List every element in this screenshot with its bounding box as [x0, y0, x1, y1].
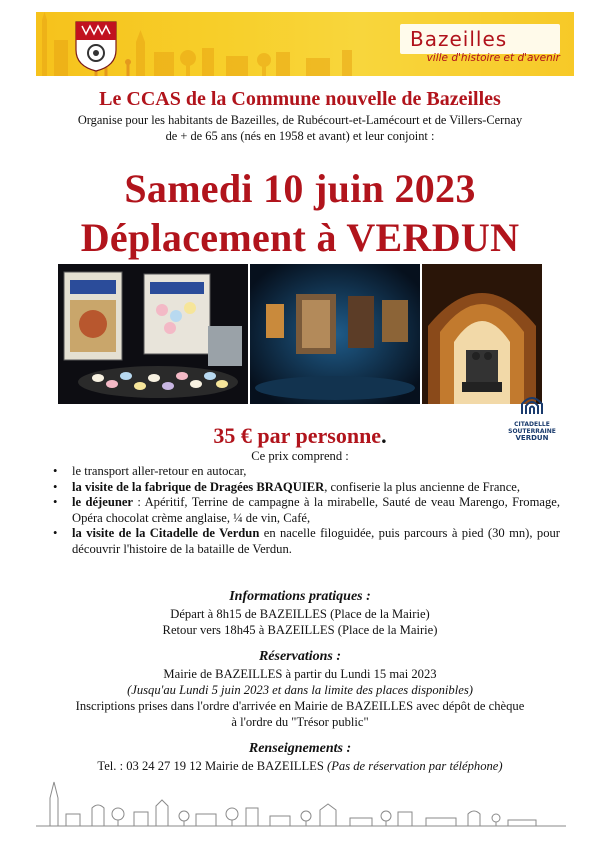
event-date: Samedi 10 juin 2023: [124, 166, 476, 211]
phone-text: Tel. : 03 24 27 19 12 Mairie de BAZEILLES: [97, 759, 324, 773]
citadel-logo-line-1: CITADELLE: [514, 421, 550, 428]
list-item: [50, 480, 560, 496]
practical-info-title: Informations pratiques :: [229, 589, 371, 604]
phone-note: (Pas de réservation par téléphone): [323, 759, 503, 773]
list-item: [50, 526, 560, 557]
organizer-subtitle-line-1: Organise pour les habitants de Bazeilles, de Rubécourt-et-Lamécourt et de Villers-Cernay: [77, 113, 523, 127]
event-title: Déplacement à VERDUN: [80, 215, 520, 260]
included-item-2-rest: , confiserie la plus ancienne de France,: [324, 479, 521, 494]
citadel-logo-line-2: SOUTERRAINE: [508, 428, 556, 435]
bullet-icon: •: [53, 526, 58, 541]
brand-tagline: ville d'histoire et d'avenir: [426, 52, 560, 64]
included-title: Ce prix comprend :: [251, 449, 349, 463]
organizer-subtitle: [40, 112, 560, 144]
underground-tunnel-image: [422, 264, 542, 404]
museum-exhibit-image: [250, 264, 420, 404]
list-item: [50, 464, 560, 480]
reservation-line-4: à l'ordre du "Trésor public": [231, 715, 369, 729]
price-period: .: [381, 423, 387, 448]
reservations-title: Réservations :: [258, 649, 342, 664]
candy-tins-image: [58, 264, 248, 404]
organizer-title: Le CCAS de la Commune nouvelle de Bazeilles: [99, 88, 501, 110]
bullet-icon: •: [53, 495, 58, 510]
list-item: [50, 495, 560, 526]
photo-strip: [58, 264, 542, 404]
departure-line: Départ à 8h15 de BAZEILLES (Place de la Mairie): [170, 607, 430, 621]
skyline-footer-icon: [36, 778, 566, 834]
included-item-1: le transport aller-retour en autocar,: [72, 464, 247, 478]
reservation-line-2: (Jusqu'au Lundi 5 juin 2023 et dans la limite des places disponibles): [127, 683, 473, 697]
bullet-icon: •: [53, 479, 58, 494]
phone-line: [0, 759, 600, 774]
included-list: [50, 464, 560, 558]
citadel-logo-line-3: VERDUN: [515, 434, 549, 442]
included-item-4-rest: en nacelle filoguidée, puis parcours à pied (30 mn), pour découvrir l'histoire de la bataille de Verdun.: [72, 526, 560, 556]
price-text: 35 € par personne: [213, 423, 382, 448]
arch-logo-icon: [520, 394, 544, 414]
bullet-icon: •: [53, 464, 58, 478]
organizer-subtitle-line-2: de + de 65 ans (nés en 1958 et avant) et leur conjoint :: [165, 129, 435, 143]
included-item-2-bold: la visite de la fabrique de Dragées BRAQUIER: [72, 479, 325, 494]
return-line: Retour vers 18h45 à BAZEILLES (Place de la Mairie): [162, 623, 438, 637]
citadel-gallery-photo: [250, 264, 420, 404]
brand-name: Bazeilles: [410, 27, 508, 51]
included-item-3-rest: : Apéritif, Terrine de campagne à la mirabelle, Sauté de veau Marengo, Fromage, Opéra chocolat crème anglaise, ¼ de vin, Café,: [72, 495, 561, 525]
reservation-line-1: Mairie de BAZEILLES à partir du Lundi 15 mai 2023: [163, 667, 437, 681]
price-line: [0, 423, 600, 449]
included-item-3-bold: le déjeuner: [72, 495, 134, 510]
included-item-4-bold: la visite de la Citadelle de Verdun: [72, 526, 260, 541]
reservation-line-3: Inscriptions prises dans l'ordre d'arrivée en Mairie de BAZEILLES avec dépôt de chèque: [75, 699, 525, 713]
coat-of-arms-icon: [74, 20, 118, 72]
tunnel-photo: [422, 264, 542, 404]
info-title: Renseignements :: [248, 741, 352, 756]
header-banner: [36, 12, 574, 76]
dragees-photo: [58, 264, 248, 404]
